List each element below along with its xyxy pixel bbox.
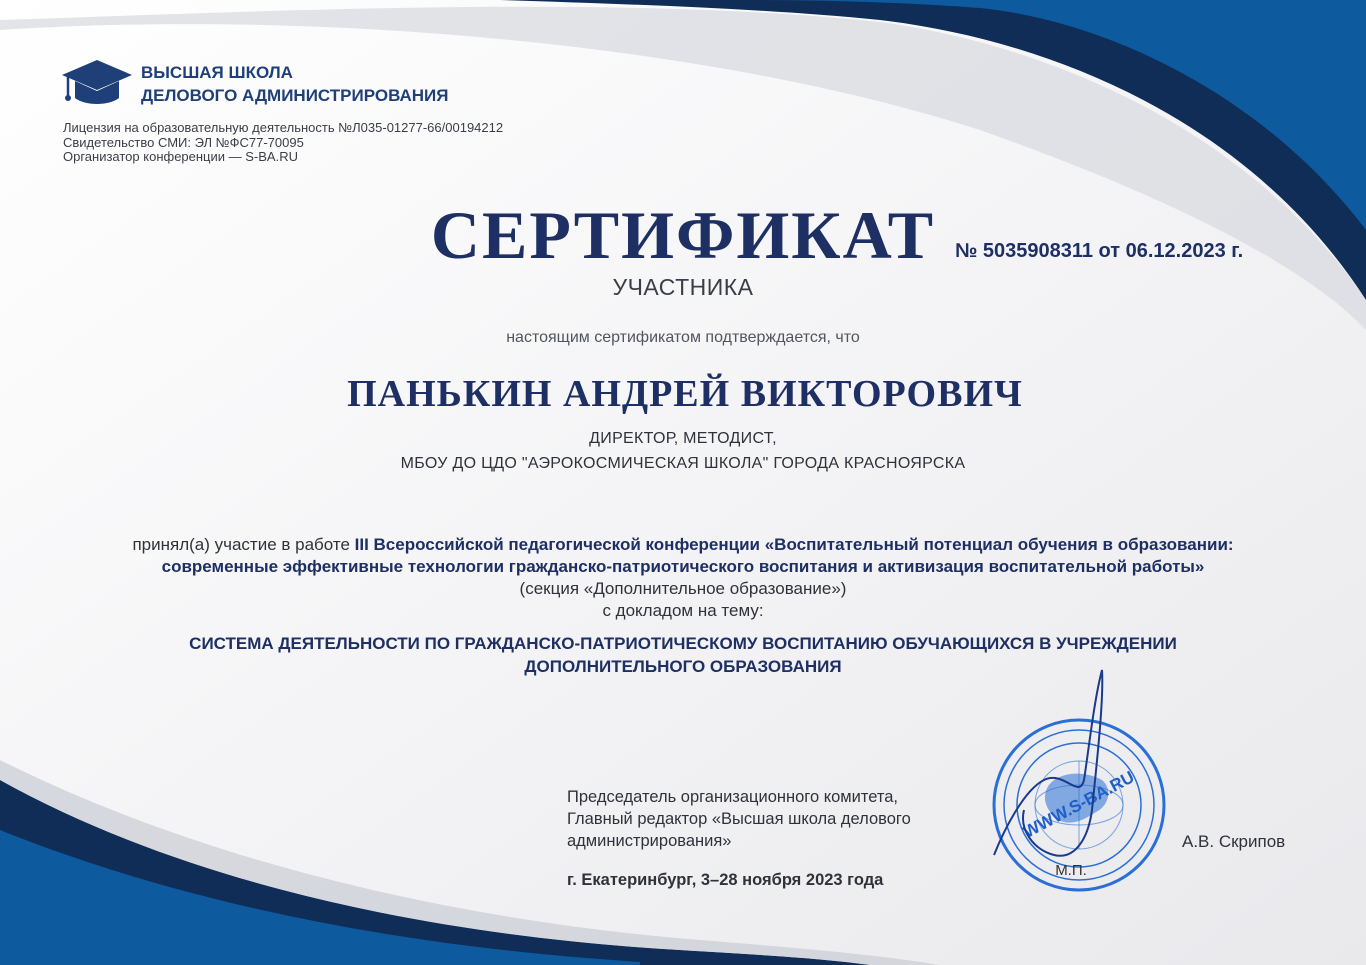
organization-name-line2: ДЕЛОВОГО АДМИНИСТРИРОВАНИЯ (141, 86, 449, 105)
certificate-subtitle: УЧАСТНИКА (612, 274, 754, 300)
place-date: г. Екатеринбург, 3–28 ноября 2023 года (567, 871, 884, 889)
organization-name (141, 61, 449, 107)
license-line: Лицензия на образовательную деятельность №Л035-01277-66/00194212 (63, 120, 504, 135)
participant-role: ДИРЕКТОР, МЕТОДИСТ, (589, 430, 777, 447)
signer-name: А.В. Скрипов (1182, 832, 1286, 851)
organization-name-line1: ВЫСШАЯ ШКОЛА (141, 63, 293, 82)
stamp-mp: М.П. (1055, 862, 1087, 879)
chair-line2: Главный редактор «Высшая школа делового (567, 810, 911, 828)
participant-institution: МБОУ ДО ЦДО "АЭРОКОСМИЧЕСКАЯ ШКОЛА" ГОРОДА КРАСНОЯРСКА (400, 455, 966, 472)
stamp-seal (984, 660, 1184, 900)
license-info (63, 121, 503, 165)
participant-name: ПАНЬКИН АНДРЕЙ ВИКТОРОВИЧ (347, 373, 1023, 415)
chair-line3: администрирования» (567, 832, 732, 850)
report-topic-line1: СИСТЕМА ДЕЯТЕЛЬНОСТИ ПО ГРАЖДАНСКО-ПАТРИОТИЧЕСКОМУ ВОСПИТАНИЮ ОБУЧАЮЩИХСЯ В УЧРЕЖДЕНИИ (189, 634, 1177, 653)
participation-text (0, 534, 1366, 622)
conference-title-part2: современные эффективные технологии гражданско-патриотического воспитания и активизация воспитательной работы» (161, 557, 1205, 576)
confirm-text: настоящим сертификатом подтверждается, что (506, 329, 860, 346)
organizer-line: Организатор конференции — S-BA.RU (63, 149, 298, 164)
chair-line1: Председатель организационного комитета, (567, 788, 898, 806)
certificate-title-text: СЕРТИФИКАТ (430, 197, 936, 273)
report-topic-line2: ДОПОЛНИТЕЛЬНОГО ОБРАЗОВАНИЯ (524, 657, 842, 676)
conference-section: (секция «Дополнительное образование») (519, 579, 847, 598)
graduation-cap-icon (60, 58, 134, 108)
media-certificate-line: Свидетельство СМИ: ЭЛ №ФС77-70095 (63, 134, 304, 150)
chair-title (567, 786, 911, 852)
participant-position (0, 426, 1366, 476)
conference-title-part1: III Всероссийской педагогической конференции «Воспитательный потенциал обучения в образовании: (354, 535, 1234, 554)
certificate-title (0, 196, 1366, 275)
certificate-number: № 5035908311 от 06.12.2023 г. (955, 240, 1244, 262)
report-intro: с докладом на тему: (602, 601, 764, 620)
participation-intro: принял(а) участие в работе (132, 535, 355, 554)
stamp-url: WWW.S-BA.RU (1020, 767, 1138, 842)
